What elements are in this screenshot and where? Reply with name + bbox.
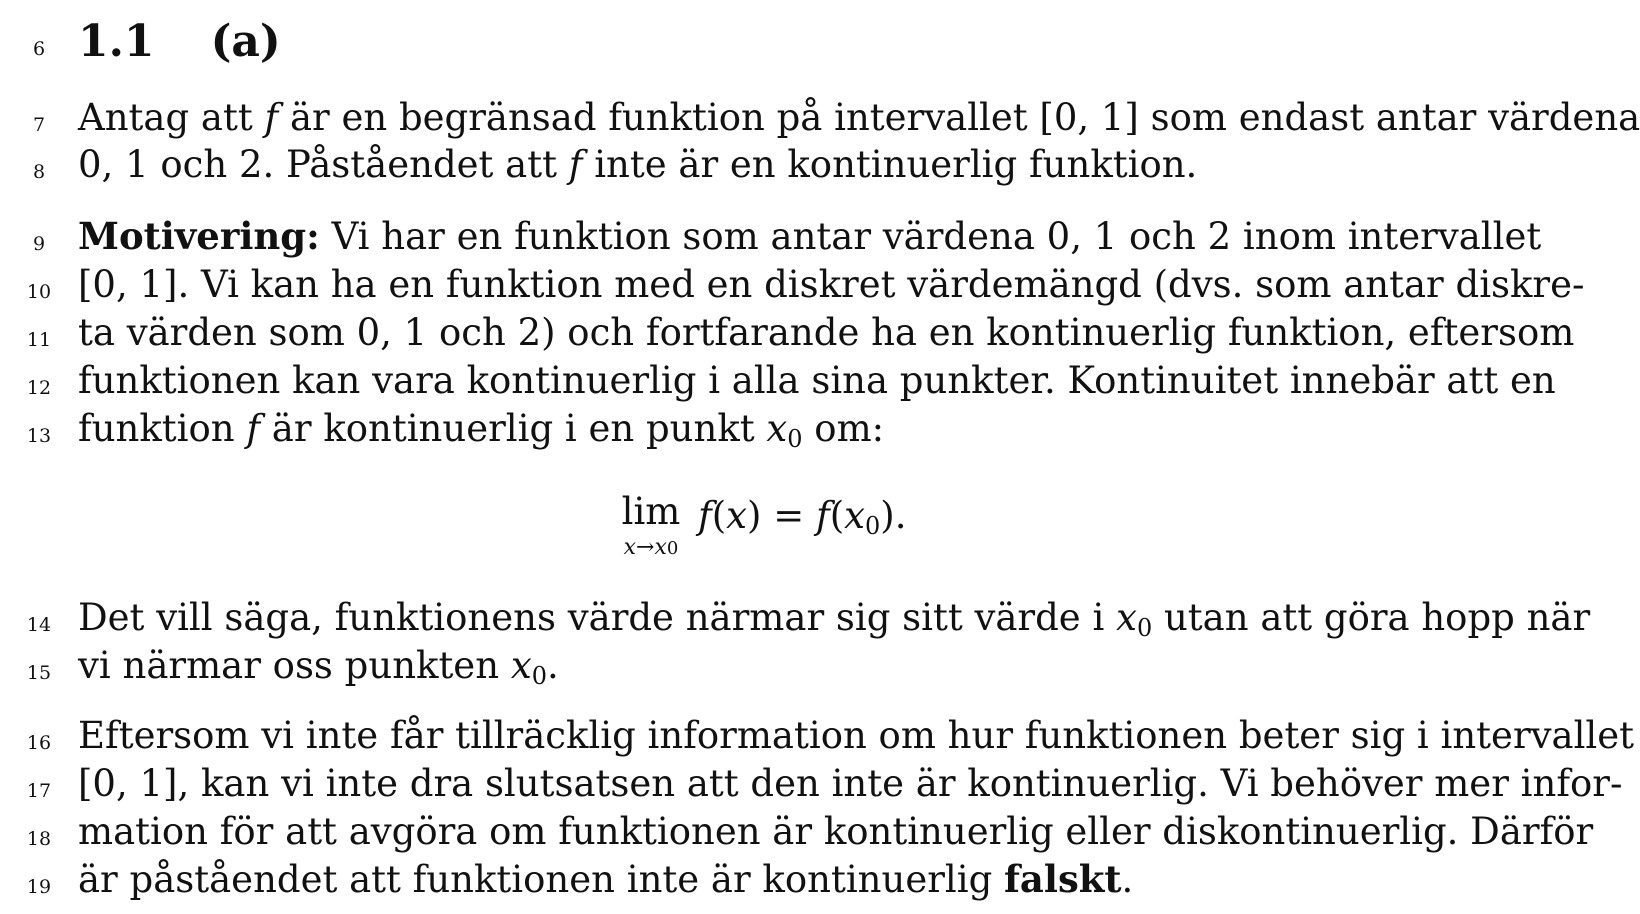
text-line [0,642,1532,690]
limit-equation [0,488,1532,568]
line-text: mation för att avgöra om funktionen är kontinuerlig eller diskontinuerlig. Därför [78,810,1594,853]
line-number: 17 [26,780,52,802]
lim-word: lim [621,490,681,533]
line-number: 11 [26,329,52,351]
line-text: ta värden som 0, 1 och 2) och fortfarande ha en kontinuerlig funktion, eftersom [78,311,1575,354]
text-line [0,213,1542,261]
line-text: funktionen kan vara kontinuerlig i alla sina punkter. Kontinuitet innebär att en [78,359,1556,402]
text-line [0,309,1575,357]
line-number: 8 [32,161,46,183]
line-text: 0, 1 och 2. Påståendet att f inte är en kontinuerlig funktion. [78,143,1198,186]
text-line [0,712,1635,760]
line-number: 15 [26,662,52,684]
section-heading [78,12,1456,72]
line-number: 18 [26,828,52,850]
line-text: Antag att f är en begränsad funktion på intervallet [0, 1] som endast antar värdena [78,96,1640,139]
section-number: 1.1 [78,16,155,67]
line-number: 12 [26,377,52,399]
subsection-label: (a) [210,16,281,67]
motivering-label: Motivering: [78,214,320,258]
line-number: 7 [32,114,46,136]
line-number: 10 [26,281,52,303]
falskt-bold: falskt [1004,857,1122,901]
line-text: Motivering: Vi har en funktion som antar värdena 0, 1 och 2 inom intervallet [78,214,1542,258]
text-line [0,94,1640,142]
line-number: 13 [26,425,52,447]
line-number: 16 [26,732,52,754]
text-line [0,357,1556,405]
text-line [0,594,1591,642]
limit-expression: $f(x) = f(x_0)$. [698,494,907,540]
line-text: [0, 1], kan vi inte dra slutsatsen att den inte är kontinuerlig. Vi behöver mer infor- [78,762,1623,805]
section-heading-line [0,12,1532,72]
limit-operator [612,488,690,561]
line-text: vi närmar oss punkten $x_0$. [78,644,559,690]
text-line [0,856,1532,904]
line-text: [0, 1]. Vi kan ha en funktion med en diskret värdemängd (dvs. som antar diskre- [78,263,1585,306]
text-line [0,808,1594,856]
line-text: Det vill säga, funktionens värde närmar sig sitt värde i $x_0$ utan att göra hopp när [78,596,1591,642]
line-text: är påståendet att funktionen inte är kontinuerlig falskt. [78,857,1134,901]
line-number: 19 [26,876,52,898]
text-line [0,261,1585,309]
line-number: 6 [32,38,46,60]
lim-subscript: x→x0 [623,535,679,560]
line-number: 9 [32,233,46,255]
line-text: funktion f är kontinuerlig i en punkt $x_0$ om: [78,407,885,453]
line-text: Eftersom vi inte får tillräcklig information om hur funktionen beter sig i intervallet [78,714,1635,757]
text-line [0,141,1532,189]
text-line [0,405,1532,453]
line-number: 14 [26,614,52,636]
text-line [0,760,1623,808]
